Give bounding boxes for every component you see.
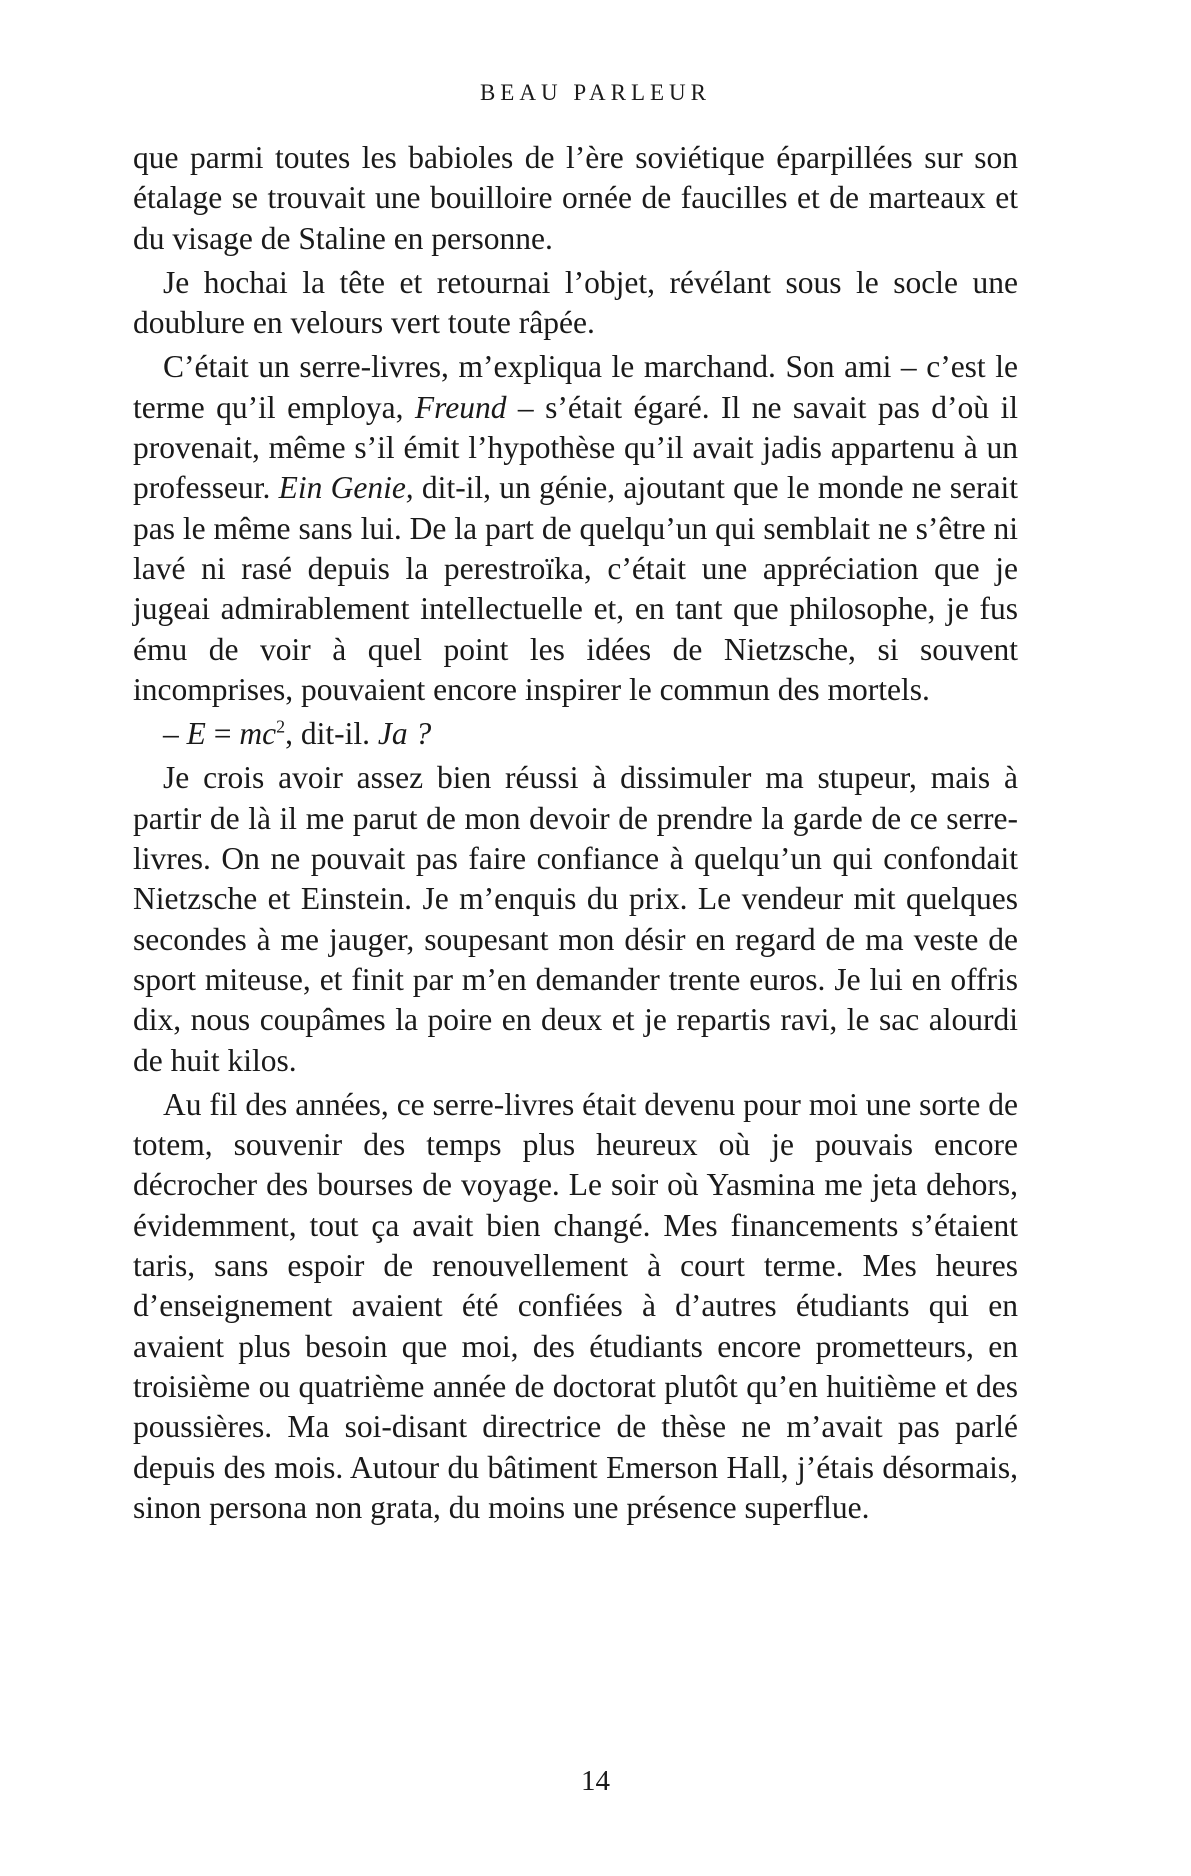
italic-word-ja: Ja ? — [377, 716, 432, 752]
paragraph-6-text: Au fil des années, ce serre-livres était devenu pour moi une sorte de totem, souvenir des temps plus heureux où je pouvais encore décrocher des bourses de voyage. Le soir où Yasmina me jeta dehors, évidemment, tout ça avait bien changé. Mes financements s’étaient taris, sans espoir de renouvellement à court terme. Mes heures d’enseignement avaient été confiées à d’autres étudiants qui en avaient plus besoin que moi, des étudiants encore prometteurs, en troisième ou quatrième année de doctorat plutôt qu’en huitième et des poussières. Ma soi-disant directrice de thèse ne m’avait pas parlé depuis des mois. Autour du bâtiment Emerson Hall, j’étais désormais, sinon persona non grata, du moins une présence superflue. — [133, 1086, 1018, 1525]
dialogue-text: , dit-il. — [285, 716, 378, 752]
equation-exponent: 2 — [276, 716, 286, 737]
page-number: 14 — [581, 1765, 610, 1797]
running-head: BEAU PARLEUR — [479, 80, 712, 105]
equation-mc: mc — [239, 716, 277, 752]
dialogue-dash: – — [163, 716, 187, 752]
paragraph-1 — [133, 138, 1018, 259]
paragraph-3 — [133, 347, 1018, 710]
equation-equals: = — [205, 716, 240, 752]
paragraph-2-text: Je hochai la tête et retournai l’objet, révélant sous le socle une doublure en velours vert toute râpée. — [133, 264, 1018, 341]
paragraph-3-text: C’était un serre-livres, m’expliqua le marchand. Son ami – c’est le terme qu’il employa, — [133, 349, 1018, 425]
paragraph-2 — [133, 263, 1018, 344]
paragraph-5-text: Je crois avoir assez bien réussi à dissimuler ma stupeur, mais à partir de là il me parut de mon devoir de prendre la garde de ce serre-livres. On ne pouvait pas faire confiance à quelqu’un qui confondait Nietzsche et Einstein. Je m’enquis du prix. Le vendeur mit quelques secondes à me jauger, soupesant mon désir en regard de ma veste de sport miteuse, et finit par m’en demander trente euros. Je lui en offris dix, nous coupâmes la poire en deux et je repartis ravi, le sac alourdi de huit kilos. — [133, 760, 1018, 1078]
dialogue-line — [133, 714, 1018, 754]
italic-word-freund: Freund — [414, 389, 507, 425]
body-text — [133, 138, 1018, 1532]
paragraph-3-text: dit-il, un génie, ajoutant que le monde ne serait pas le même sans lui. De la part de quelqu’un qui semblait ne s’être ni lavé ni rasé depuis la perestroïka, c’était une appréciation que je jugeai admirablement intellectuelle et, en tant que philosophe, je fus ému de voir à quel point les idées de Nietzsche, si souvent incomprises, pouvaient encore inspirer le commun des mortels. — [133, 470, 1018, 707]
equation-e: E — [186, 716, 206, 752]
paragraph-5 — [133, 758, 1018, 1080]
italic-phrase-ein-genie: Ein Genie, — [278, 470, 414, 506]
paragraph-6 — [133, 1085, 1018, 1528]
paragraph-3-text: – s’était égaré. Il ne savait pas d’où il provenait, même s’il émit l’hypothèse qu’il avait jadis appartenu à un professeur. — [133, 389, 1018, 506]
paragraph-1-text: que parmi toutes les babioles de l’ère soviétique éparpillées sur son étalage se trouvait une bouilloire ornée de faucilles et de marteaux et du visage de Staline en personne. — [133, 140, 1018, 256]
